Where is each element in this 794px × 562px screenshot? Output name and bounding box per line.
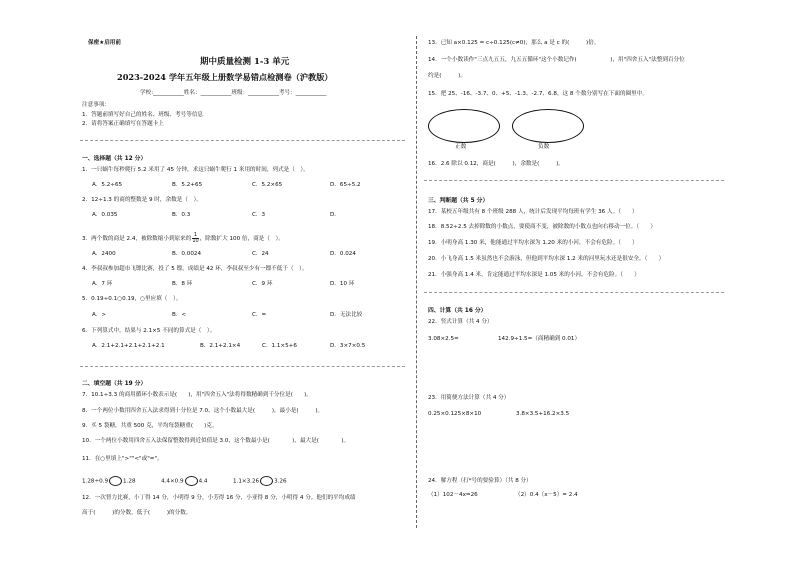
option: A．2400 — [92, 251, 116, 257]
question-14: 14．一个小数读作"三点九五五，九五五循环"这个小数记作( )，用"四舍五入"法整到百分位 — [428, 57, 685, 63]
option: C．3 — [252, 212, 266, 218]
question-23: 23．用简便方法计算（共 4 分） — [428, 395, 510, 401]
question-18: 18．8.52÷2.5 去掉除数的小数点，要使商不变，被除数的小数点也向右移动一位。（ ） — [428, 224, 656, 230]
student-info-line: 学校:___________姓名：___________班级：___________考号：___________ — [140, 90, 327, 96]
option: D． — [330, 212, 340, 218]
page-subtitle: 2023-2024 学年五年级上册数学易错点检测卷（沪教版） — [117, 72, 333, 82]
option: D．10 环 — [330, 281, 355, 287]
answer-circle[interactable] — [260, 476, 273, 486]
compare-left: 4.4×0.9 — [161, 478, 184, 485]
compare-row — [82, 476, 287, 486]
section-separator — [80, 366, 405, 367]
option: D．0.024 — [330, 251, 356, 257]
equation-item: （1）102－4x=26 — [428, 492, 478, 498]
question-3-part2: ，除数扩大 100 倍，商是（ ）。 — [199, 236, 284, 242]
question-12: 12．一次智力比赛，小丁得 14 分，小明得 9 分，小芳得 16 分，小亚得 8 分，小明得 4 分。他们的平均成绩 — [82, 495, 356, 501]
option: D．3×7×0.5 — [330, 343, 366, 349]
option: A．5.2÷65 — [92, 182, 123, 188]
answer-circle[interactable] — [109, 476, 122, 486]
option: D．无法比较 — [330, 312, 363, 318]
section-separator — [80, 140, 405, 141]
negative-label: 负数 — [538, 144, 550, 150]
column-divider — [416, 36, 417, 528]
positive-number-ellipse[interactable] — [428, 109, 500, 143]
question-2: 2．12÷1.3 的商的整数是 9 时，余数是（ ）。 — [82, 197, 202, 203]
note-item: 1．答题前填写好自己的姓名、班级、考号等信息 — [82, 112, 204, 118]
option: C．24 — [252, 251, 269, 257]
question-9: 9．买 5 袋糖，共重 500 克，平均每袋糖重( )克。 — [82, 423, 218, 429]
question-3 — [82, 233, 284, 244]
calc-item: 142.9÷1.5=（商精确到 0.01） — [498, 336, 581, 342]
fraction — [192, 233, 198, 244]
question-22: 22．竖式计算（共 4 分） — [428, 319, 493, 325]
question-20: 20．小飞身高 1.5 米虽然也不会游泳，但他到平均水深 1.2 米的河里玩水还是很安全。（ ） — [428, 256, 665, 262]
option: B．2.1+2.1×4 — [200, 343, 241, 349]
fraction-denominator: 10 — [192, 238, 199, 244]
option: A．7 环 — [92, 281, 113, 287]
question-3-part1: 3．两个数的商是 2.4，被除数缩小到原来的 — [82, 236, 192, 242]
compare-left: 1.28÷0.9 — [82, 478, 109, 485]
question-17: 17．某校五年级共有 8 个班级 288 人，统计后发现平均每班有学生 36 人。（ ） — [428, 209, 638, 215]
section-title-fill: 二、填空题（共 19 分） — [82, 381, 147, 387]
section-title-judge: 三、判断题（共 5 分） — [428, 198, 489, 204]
option: B．8 环 — [172, 281, 193, 287]
section-title-calc: 四、计算（共 16 分） — [428, 308, 487, 314]
positive-label: 正数 — [455, 144, 467, 150]
question-14-cont: 约是( )。 — [428, 73, 466, 79]
answer-circle[interactable] — [185, 476, 198, 486]
question-7: 7．10.1÷3.3 的商用循环小数表示是( )，用"四舍五入"法将得数精确到千分位是( )。 — [82, 392, 312, 398]
option: B．0.3 — [172, 212, 191, 218]
compare-right: 1.28 — [123, 478, 136, 485]
calc-item: 3.8×3.5+16.2×3.5 — [516, 411, 570, 417]
option: A．> — [92, 312, 107, 318]
question-16: 16．2.6 除以 0.12，商是( )，余数是( )。 — [428, 161, 564, 167]
option: C．1.1×5+6 — [262, 343, 297, 349]
compare-left: 1.1×3.26 — [233, 478, 260, 485]
option: C．= — [252, 312, 267, 318]
question-4: 4．李叔叔参加超市飞镖比赛，投了 5 镖，成绩是 42 环，李叔叔至少有一镖不低于（ ）。 — [82, 266, 308, 272]
section-separator — [424, 180, 724, 181]
question-11: 11．在○里填上">""<"或"="。 — [82, 456, 163, 462]
calc-item: 0.25×0.125×8×10 — [428, 411, 482, 417]
question-6: 6．下列算式中，结果与 2.1×5 不同的算式是（ ）。 — [82, 328, 216, 334]
question-13: 13．已知 a×0.125 = c÷0.125(c≠0)，那么 a 是 c 的( )倍。 — [428, 40, 600, 46]
question-15: 15．把 25、-16、-3.7、0、+5、-1.3、-2.7、6.8，这 8 个数分别写在下面的圈里中。 — [428, 91, 648, 97]
equation-item: （2）0.4（x－5）= 2.4 — [515, 492, 578, 498]
question-8: 8．一个两位小数用四舍五入法求得到十分位是 7.0，这个小数最大是( )，最小是( )。 — [82, 408, 324, 414]
option: C．9 环 — [252, 281, 273, 287]
compare-right: 3.26 — [274, 478, 287, 485]
option: B．5.2+65 — [172, 182, 203, 188]
section-separator — [424, 292, 724, 293]
calc-item: 3.08×2.5= — [428, 336, 459, 342]
option: D．65÷5.2 — [330, 182, 361, 188]
compare-right: 4.4 — [198, 478, 208, 485]
question-12-cont: 高于( )的分数，低于( )的分数。 — [82, 510, 192, 516]
question-24: 24．解方程（打*号的要验算）（共 8 分） — [428, 478, 532, 484]
notes-title: 注意事项： — [82, 102, 110, 108]
question-19: 19．小明身高 1.30 米，他能通过平均水深为 1.20 米的小河，不会有危险。（ ） — [428, 240, 638, 246]
page-title: 期中质量检测 1-3 单元 — [200, 57, 290, 67]
secret-label: 保密★启用前 — [88, 40, 121, 46]
negative-number-ellipse[interactable] — [512, 109, 584, 143]
fraction-numerator: 1 — [193, 232, 198, 238]
section-title-choice: 一、选择题（共 12 分） — [82, 156, 147, 162]
question-5: 5．0.19÷0.1○0.19，○里应填（ ）。 — [82, 296, 182, 302]
question-10: 10．一个两位小数用四舍五入法保留整数得到近似值是 3.0，这个数最小是( )，最大是( )。 — [82, 438, 350, 444]
question-1: 1．一只蜗牛每秒爬行 5.2 米用了 45 分钟，求这只蜗牛爬行 1 米用的时间，列式是（ ）。 — [82, 167, 309, 173]
note-item: 2．请将答案正确填写在答题卡上 — [82, 121, 164, 127]
question-21: 21．小强身高 1.4 米，肯定能通过平均水深是 1.05 米的小河，不会有危险。（ ） — [428, 272, 640, 278]
option: A．2.1+2.1+2.1+2.1+2.1 — [92, 343, 165, 349]
option: B．< — [172, 312, 187, 318]
option: C．5.2×65 — [252, 182, 283, 188]
option: A．0.035 — [92, 212, 118, 218]
option: B．0.0024 — [172, 251, 202, 257]
